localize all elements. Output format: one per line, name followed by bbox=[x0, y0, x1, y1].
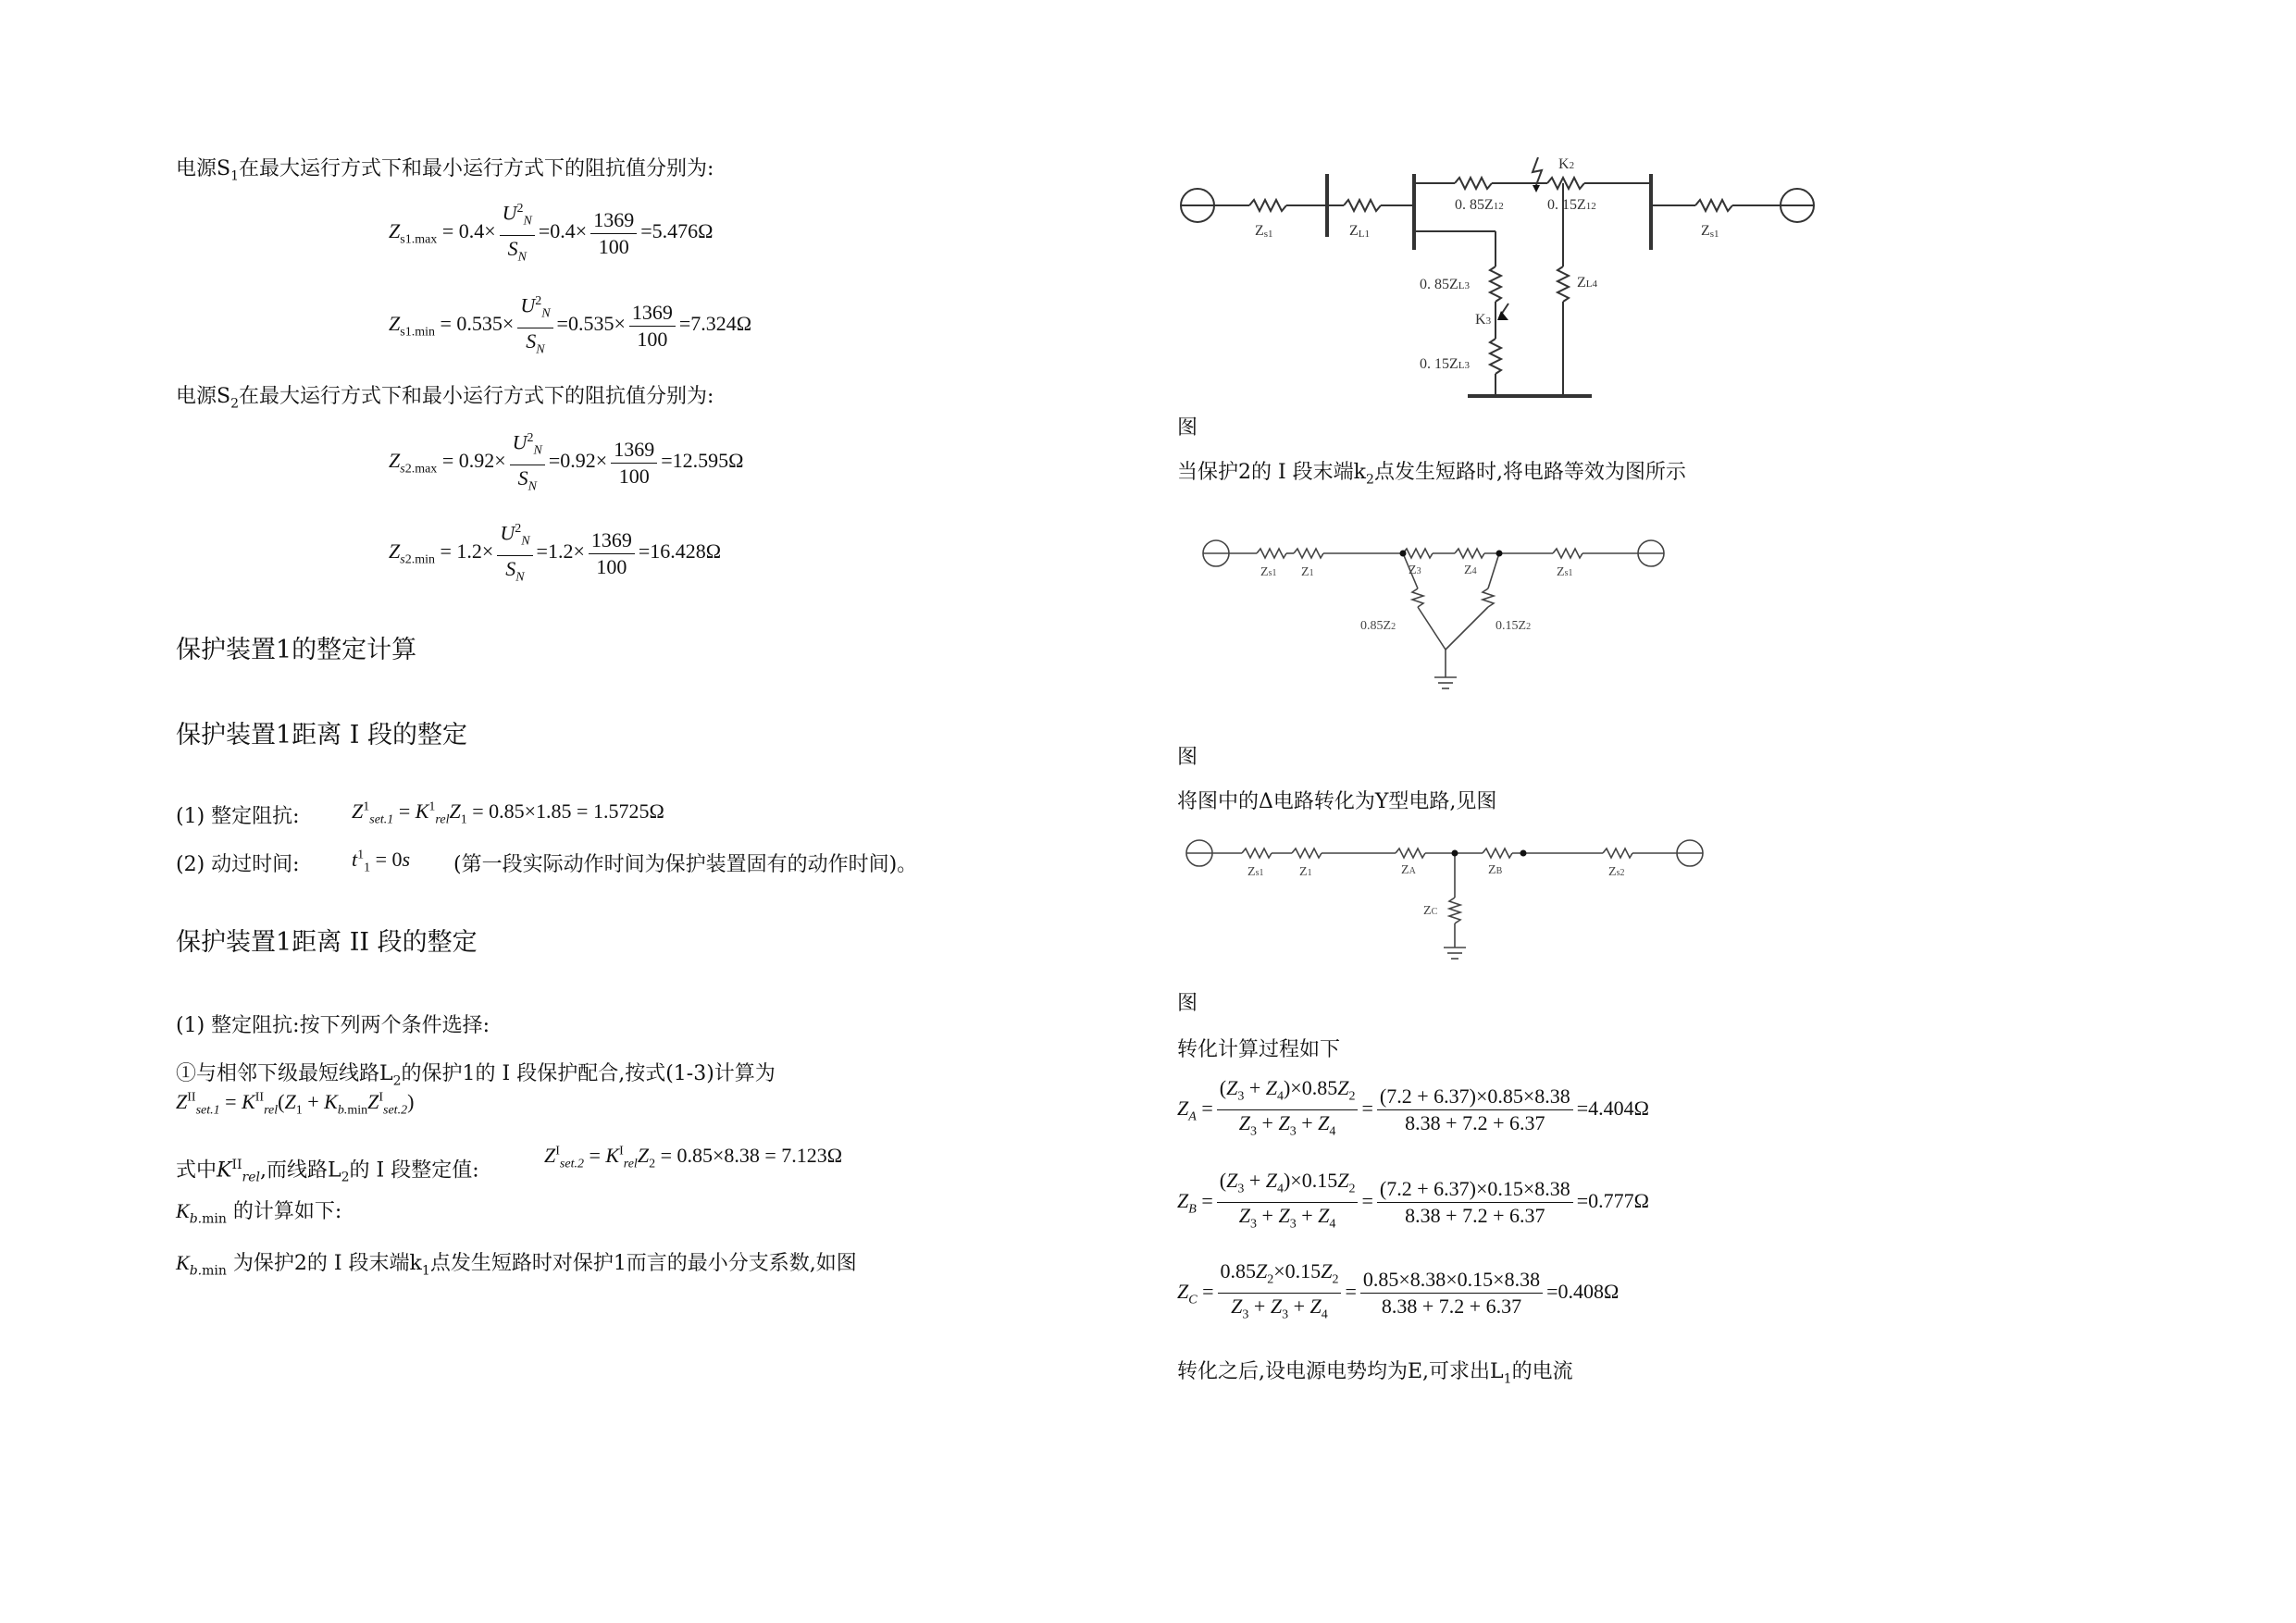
svg-text:0.85Z2: 0.85Z2 bbox=[1360, 619, 1396, 633]
para-3: 式中$K^{II}_{rel}$,而线路$L_2$的 I 段整定值: bbox=[176, 1158, 479, 1185]
item2-note: (第一段实际动作时间为保护装置固有的动作时间)。 bbox=[453, 853, 918, 876]
svg-text:0. 15ZL3: 0. 15ZL3 bbox=[1420, 356, 1471, 372]
svg-text:ZA: ZA bbox=[1401, 863, 1416, 877]
heading-protection-1: 保护装置1的整定计算 bbox=[176, 636, 417, 664]
item1-label: (1) 整定阻抗: bbox=[176, 805, 300, 828]
para-3-eq: $Z^I_{set.2} = K^I_{rel}Z_2 = 0.85\times 8.38 = 7.123\Omega$ bbox=[544, 1144, 843, 1171]
svg-text:Zs1: Zs1 bbox=[1255, 223, 1273, 240]
svg-text:0. 85ZL3: 0. 85ZL3 bbox=[1420, 277, 1471, 292]
svg-text:Zs1: Zs1 bbox=[1701, 223, 1719, 240]
s1-intro: 电源$S_1$在最大运行方式下和最小运行方式下的阻抗值分别为: bbox=[176, 157, 714, 184]
item2-eq: $t^1_1 = 0s$ bbox=[352, 848, 411, 875]
para-2-eq: $Z^{II}_{set.1} = K^{II}_{rel}(Z_1 + K_{b.min}Z^I_{set.2})$ bbox=[176, 1090, 415, 1118]
item2-label: (2) 动过时间: bbox=[176, 853, 300, 876]
eq-s2-min: $Z_{s2.min} = 1.2\times$ $\frac{U^2_N}{S_N}$ =1.2× $\frac{1369}{100}$ =16.428Ω bbox=[389, 516, 721, 590]
circuit-figure-1 bbox=[1177, 157, 1843, 407]
svg-text:Zs2: Zs2 bbox=[1608, 865, 1625, 879]
para-2: ①与相邻下级最短线路$L_2$的保护1的 I 段保护配合,按式(1-3)计算为 bbox=[176, 1062, 776, 1089]
circuit-figure-3 bbox=[1177, 831, 1732, 970]
para-k2: 当保护2的 I 段末端$k_2$点发生短路时,将电路等效为图所示 bbox=[1177, 461, 1686, 488]
svg-text:Z1: Z1 bbox=[1299, 865, 1312, 879]
svg-text:ZB: ZB bbox=[1488, 863, 1503, 877]
figure-3-caption: 图 bbox=[1177, 992, 1198, 1015]
para-4: $K_{b.min}$ 的计算如下: bbox=[176, 1199, 342, 1227]
svg-text:Zs1: Zs1 bbox=[1247, 865, 1264, 879]
svg-text:Z3: Z3 bbox=[1409, 564, 1421, 577]
para-calc: 转化计算过程如下 bbox=[1177, 1038, 1341, 1061]
eq-zc: $Z_C$ = $\frac{0.85Z_2\times 0.15Z_2}{Z_3 + Z_3 + Z_4}$ = $\frac{0.85\times 8.38\times 0.15\times 8.38}{8.38 + 7.2 + 6.37}$ =0.408Ω bbox=[1177, 1259, 1620, 1322]
para-1: (1) 整定阻抗:按下列两个条件选择: bbox=[176, 1014, 490, 1037]
svg-text:0. 85Z12: 0. 85Z12 bbox=[1455, 197, 1504, 213]
item1-eq: $Z^1_{set.1} = K^1_{rel}Z_1 = 0.85\times 1.85 = 1.5725\Omega$ bbox=[352, 799, 664, 827]
eq-zb: $Z_B$ = $\frac{(Z_3 + Z_4)\times 0.15Z_2}{Z_3 + Z_3 + Z_4}$ = $\frac{(7.2 + 6.37)\times 0.15\times 8.38}{8.38 + 7.2 + 6.37}$ =0.777Ω bbox=[1177, 1169, 1650, 1232]
eq-s1-max: $Z_{s1.max} = 0.4\times$ $\frac{U^2_N}{S_N}$ =0.4× $\frac{1369}{100}$ =5.476Ω bbox=[389, 196, 713, 270]
svg-text:Zs1: Zs1 bbox=[1260, 565, 1277, 579]
svg-text:0. 15Z12: 0. 15Z12 bbox=[1547, 197, 1596, 213]
figure-2-caption: 图 bbox=[1177, 746, 1198, 769]
eq-za: $Z_A$ = $\frac{(Z_3 + Z_4)\times 0.85Z_2}{Z_3 + Z_3 + Z_4}$ = $\frac{(7.2 + 6.37)\times 0.85\times 8.38}{8.38 + 7.2 + 6.37}$ =4.404Ω bbox=[1177, 1076, 1650, 1139]
circuit-figure-2 bbox=[1186, 529, 1779, 705]
eq-s2-max: $Z_{s2.max} = 0.92\times$ $\frac{U^2_N}{S_N}$ =0.92× $\frac{1369}{100}$ =12.595Ω bbox=[389, 426, 743, 500]
eq-s1-min: $Z_{s1.min} = 0.535\times$ $\frac{U^2_N}{S_N}$ =0.535× $\frac{1369}{100}$ =7.324Ω bbox=[389, 289, 751, 363]
svg-text:K2: K2 bbox=[1558, 157, 1575, 172]
s2-intro: 电源$S_2$在最大运行方式下和最小运行方式下的阻抗值分别为: bbox=[176, 385, 714, 412]
svg-text:K3: K3 bbox=[1475, 312, 1492, 328]
svg-text:ZC: ZC bbox=[1423, 904, 1438, 918]
svg-text:Z1: Z1 bbox=[1301, 565, 1314, 579]
para-end: 转化之后,设电源电势均为E,可求出$L_1$的电流 bbox=[1177, 1360, 1573, 1387]
para-delta: 将图中的Δ电路转化为Y型电路,见图 bbox=[1177, 790, 1497, 813]
heading-distance-2: 保护装置1距离 II 段的整定 bbox=[176, 928, 478, 957]
svg-text:ZL1: ZL1 bbox=[1349, 223, 1371, 240]
svg-text:ZL4: ZL4 bbox=[1577, 275, 1598, 291]
svg-text:Z4: Z4 bbox=[1464, 564, 1477, 577]
svg-text:Zs1: Zs1 bbox=[1557, 565, 1573, 579]
heading-distance-1: 保护装置1距离 I 段的整定 bbox=[176, 721, 468, 750]
figure-1-caption: 图 bbox=[1177, 416, 1198, 440]
svg-text:0.15Z2: 0.15Z2 bbox=[1496, 619, 1532, 633]
para-5: $K_{b.min}$ 为保护2的 I 段末端$k_1$点发生短路时对保护1而言的最小分支系数,如图 bbox=[176, 1251, 857, 1279]
